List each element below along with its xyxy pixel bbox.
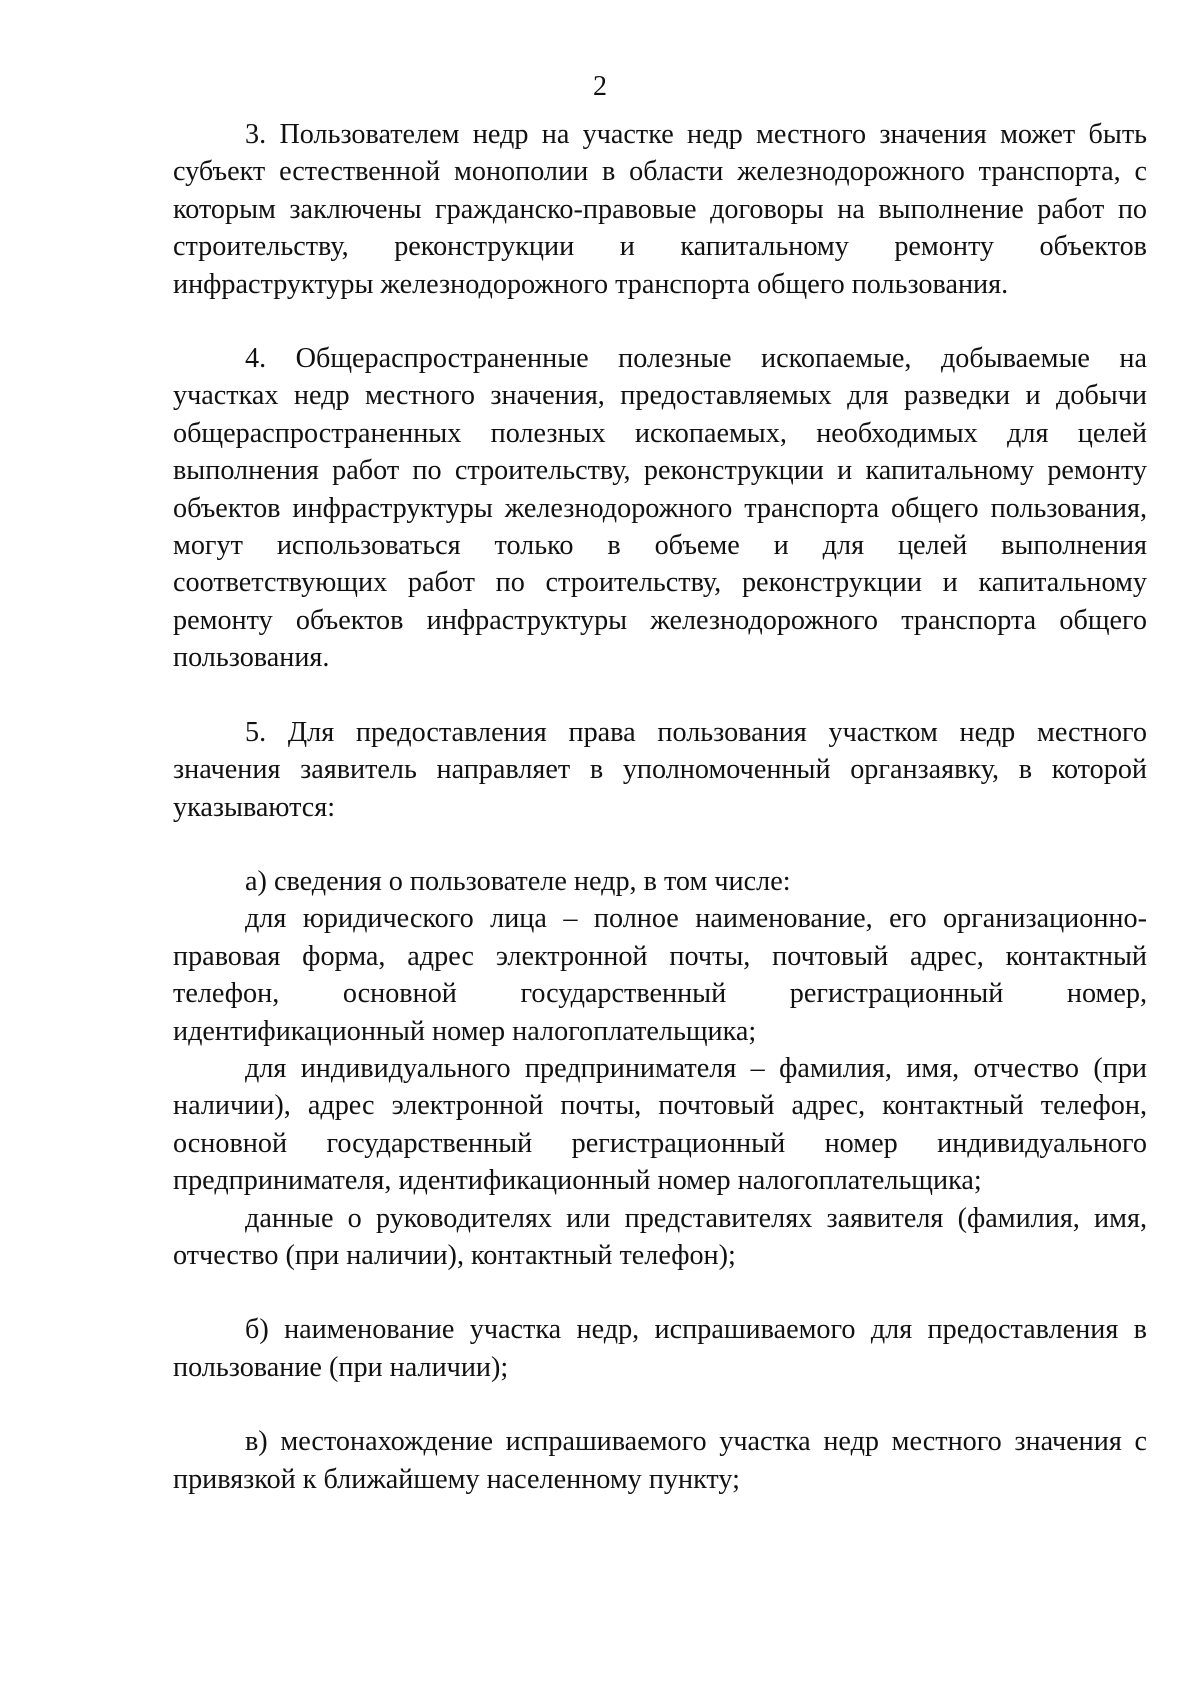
subparagraph-a-legal-entity: для юридического лица – полное наименование, его организационно-правовая форма, адрес электронной почты, почтовый адрес, контактный телефон, основной государственный регистрационный номер, идентификационный номер налогоплательщика; (173, 903, 1147, 1047)
subparagraph-a-entrepreneur: для индивидуального предпринимателя – фамилия, имя, отчество (при наличии), адрес электронной почты, почтовый адрес, контактный телефон, основной государственный регистрационный номер индивидуального предпринимателя, идентификационный номер налогоплательщика; (173, 1052, 1147, 1197)
subparagraph-a: а) сведения о пользователе недр, в том числе: (245, 865, 791, 897)
paragraph-3: 3. Пользователем недр на участке недр местного значения может быть субъект естественной монополии в области железнодорожного транспорта, с которым заключены гражданско-правовые договоры на выполнение работ по строительству, реконструкции и капитальному ремонту объектов инфраструктуры железнодорожного транспорта общего пользования. (173, 119, 1147, 300)
subparagraph-b: б) наименование участка недр, испрашиваемого для предоставления в пользование (при наличии); (173, 1314, 1147, 1383)
paragraph-4: 4. Общераспространенные полезные ископаемые, добываемые на участках недр местного значения, предоставляемых для разведки и добычи общераспространенных полезных ископаемых, необходимых для целей выполнения работ по строительству, реконструкции и капитальному ремонту объектов инфраструктуры железнодорожного транспорта общего пользования, могут использоваться только в объеме и для целей выполнения соответствующих работ по строительству, реконструкции и капитальному ремонту объектов инфраструктуры железнодорожного транспорта общего пользования. (173, 343, 1147, 674)
page-number: 2 (593, 71, 607, 102)
document-body (173, 116, 1147, 1498)
subparagraph-v: в) местонахождение испрашиваемого участка недр местного значения с привязкой к ближайшему населенному пункту; (173, 1426, 1147, 1495)
subparagraph-a-representatives: данные о руководителях или представителях заявителя (фамилия, имя, отчество (при наличии), контактный телефон); (173, 1202, 1147, 1271)
paragraph-5: 5. Для предоставления права пользования участком недр местного значения заявитель направляет в уполномоченный органзаявку, в которой указываются: (173, 716, 1147, 823)
